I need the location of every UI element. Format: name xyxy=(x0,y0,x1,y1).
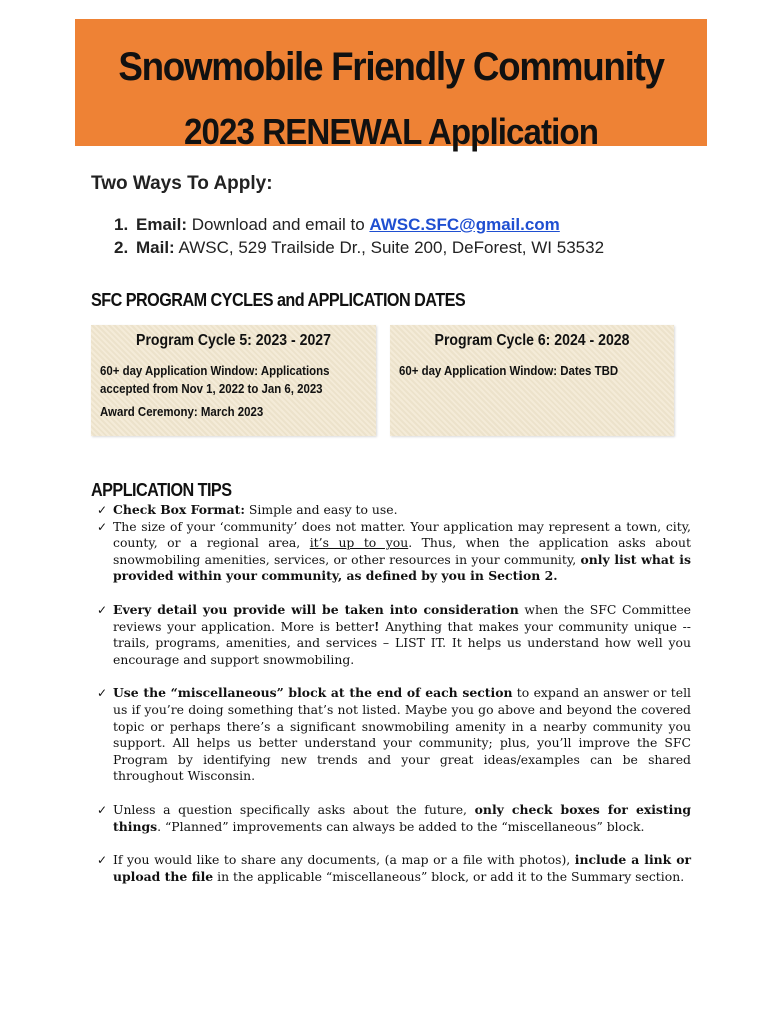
tip-existing-things: ✓ Unless a question specifically asks about the future, only check boxes for existing things. “Planned” improvements can always be added to the “miscellaneous” block. xyxy=(97,801,691,834)
apply-heading: Two Ways To Apply: xyxy=(91,173,273,194)
page-subtitle: 2023 RENEWAL Application xyxy=(183,111,599,152)
apply-way-email: 1. Email: Download and email to AWSC.SFC@gmail.com xyxy=(114,215,560,234)
cycle-6-window: 60+ day Application Window: Dates TBD xyxy=(399,363,619,378)
tips-heading: APPLICATION TIPS xyxy=(91,480,232,500)
apply-way-mail: 2. Mail: AWSC, 529 Trailside Dr., Suite 200, DeForest, WI 53532 xyxy=(114,238,605,257)
checkmark-icon: ✓ xyxy=(97,853,108,868)
cycle-5-window-line2: accepted from Nov 1, 2022 to Jan 6, 2023 xyxy=(100,381,323,396)
cycle-5-ceremony: Award Ceremony: March 2023 xyxy=(100,404,264,419)
title-banner xyxy=(75,19,707,152)
checkmark-icon: ✓ xyxy=(97,802,108,817)
checkmark-icon: ✓ xyxy=(97,503,108,517)
mail-label: Mail: xyxy=(136,238,175,257)
tip-miscellaneous-block: ✓ Use the “miscellaneous” block at the end of each section to expand an answer or tell us if you’re doing something that’s not listed. Maybe you go above and beyond the covered topic or perhaps there’s a significant snowmobiling amenity in a nearby community you support. All helps us better understand your community; plus, you’ll improve the SFC Program by identifying new trends and your great ideas/examples can be shared throughout Wisconsin. xyxy=(97,685,691,784)
cycle-6-title: Program Cycle 6: 2024 - 2028 xyxy=(434,332,630,349)
email-link[interactable]: AWSC.SFC@gmail.com xyxy=(369,215,560,234)
tip-community-size: ✓ The size of your ‘community’ does not matter. Your application may represent a town, city, county, or a regional area, it’s up to you. Thus, when the application asks about snowmobiling amenities, services, or other resources in your community, only list what is provided within your community, as defined by you in Section 2. xyxy=(97,518,691,584)
checkmark-icon: ✓ xyxy=(97,686,108,701)
tip-every-detail: ✓ Every detail you provide will be taken into consideration when the SFC Committee reviews your application. More is better! Anything that makes your community unique -- trails, programs, amenities, and services – LIST IT. It helps us understand how well you encourage and support snowmobiling. xyxy=(97,601,691,667)
checkmark-icon: ✓ xyxy=(97,519,108,534)
tips-list xyxy=(97,502,691,885)
email-label: Email: xyxy=(136,215,188,234)
cycle-5-window-line1: 60+ day Application Window: Applications xyxy=(100,363,330,378)
tip-check-box-format: ✓ Check Box Format: Simple and easy to use. xyxy=(97,502,398,517)
tip-share-documents: ✓ If you would like to share any documents, (a map or a file with photos), include a link or upload the file in the applicable “miscellaneous” block, or add it to the Summary section. xyxy=(97,852,692,884)
page-title: Snowmobile Friendly Community xyxy=(118,45,664,89)
cycle-5-box xyxy=(91,325,376,436)
cycles-heading: SFC PROGRAM CYCLES and APPLICATION DATES xyxy=(91,290,466,310)
apply-ways-list xyxy=(114,214,604,260)
checkmark-icon: ✓ xyxy=(97,602,108,617)
cycle-6-box xyxy=(390,325,674,436)
cycle-5-title: Program Cycle 5: 2023 - 2027 xyxy=(136,332,331,349)
